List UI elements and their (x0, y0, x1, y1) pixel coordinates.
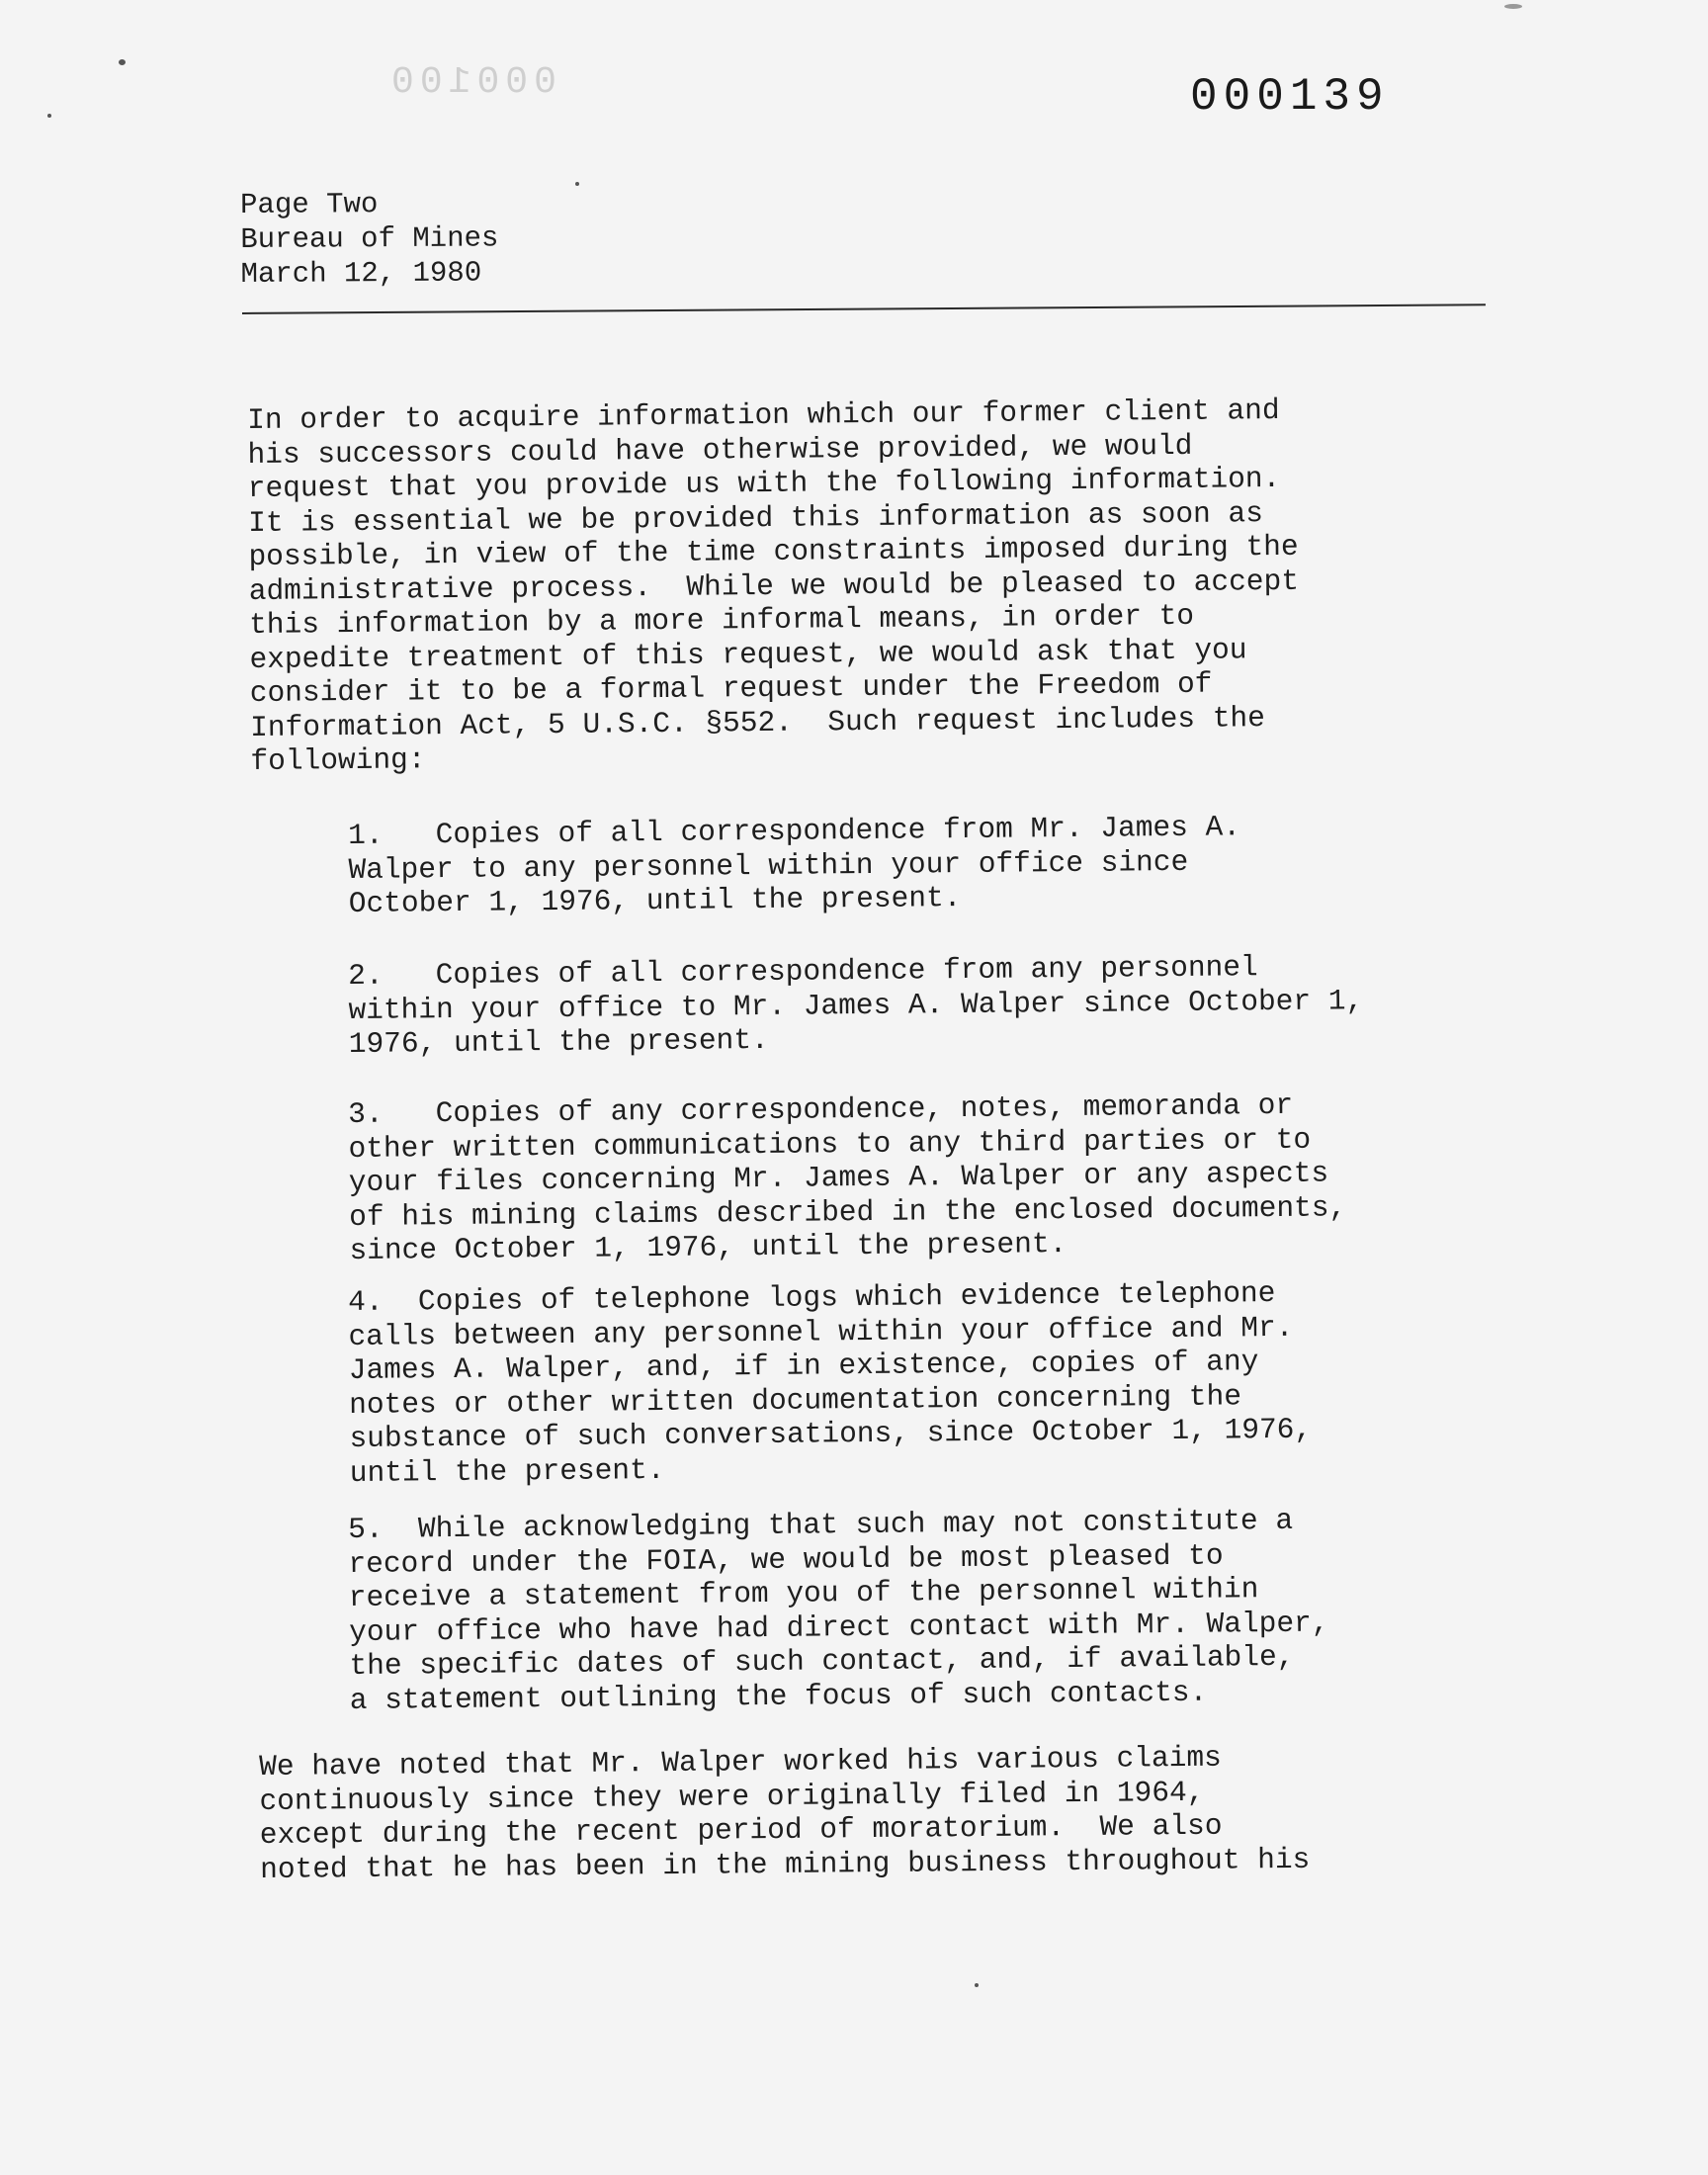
text-line: In order to acquire information which our former client and (247, 392, 1280, 437)
text-line: continuously since they were originally filed in 1964, (259, 1775, 1205, 1818)
request-item-2 (348, 947, 1634, 1062)
text-line: notes or other written documentation concerning the (348, 1378, 1242, 1422)
text-line: consider it to be a formal request under the Freedom of (249, 666, 1213, 710)
text-line: We have noted that Mr. Walper worked his various claims (259, 1740, 1222, 1784)
request-item-5 (348, 1501, 1635, 1717)
page-label: Page Two (240, 188, 379, 221)
request-item-3 (348, 1086, 1635, 1268)
scan-speck (1504, 4, 1522, 9)
text-line: possible, in view of the time constraints imposed during the (248, 529, 1299, 573)
text-line: within your office to Mr. James A. Walper since October 1, (348, 983, 1364, 1027)
scan-speck (119, 59, 126, 65)
addressee-line: Bureau of Mines (240, 221, 499, 256)
text-line: your office who have had direct contact with Mr. Walper, (348, 1605, 1329, 1649)
text-line: 1. Copies of all correspondence from Mr. James A. (348, 810, 1241, 852)
text-line: expedite treatment of this request, we would ask that you (249, 632, 1247, 676)
text-line: his successors could have otherwise provided, we would (247, 428, 1193, 472)
closing-paragraph (259, 1738, 1545, 1886)
text-line: 2. Copies of all correspondence from any personnel (348, 950, 1258, 993)
scan-speck (975, 1983, 979, 1987)
text-line: 4. Copies of telephone logs which evidence telephone (348, 1275, 1276, 1319)
faint-bates-number: 000100 (385, 61, 556, 104)
text-line: James A. Walper, and, if in existence, copies of any (348, 1345, 1259, 1387)
bates-number: 000139 (1190, 71, 1390, 123)
text-line: 5. While acknowledging that such may not constitute a (348, 1503, 1294, 1546)
text-line: following: (250, 742, 426, 778)
text-line: other written communications to any third parties or to (348, 1122, 1312, 1166)
text-line: calls between any personnel within your office and Mr. (348, 1310, 1294, 1353)
text-line: 3. Copies of any correspondence, notes, memoranda or (348, 1088, 1294, 1131)
request-item-1 (348, 807, 1634, 921)
text-line: October 1, 1976, until the present. (348, 881, 962, 920)
letter-header (240, 186, 499, 292)
request-item-4 (348, 1273, 1635, 1490)
text-line: Information Act, 5 U.S.C. §552. Such request includes the (249, 700, 1266, 744)
intro-paragraph (247, 392, 1536, 779)
text-line: It is essential we be provided this information as soon as (247, 495, 1264, 540)
date-line: March 12, 1980 (240, 256, 482, 291)
scan-speck (575, 182, 579, 186)
text-line: receive a statement from you of the personnel within (348, 1572, 1259, 1614)
text-line: of his mining claims described in the enclosed documents, (348, 1189, 1347, 1234)
text-line: since October 1, 1976, until the present. (349, 1227, 1068, 1267)
text-line: the specific dates of such contact, and, if available, (349, 1639, 1295, 1683)
text-line: this information by a more informal means, in order to (248, 598, 1195, 642)
header-divider (242, 304, 1486, 314)
text-line: request that you provide us with the following information. (247, 461, 1281, 505)
text-line: until the present. (349, 1452, 665, 1490)
text-line: Walper to any personnel within your office since (348, 844, 1189, 887)
text-line: 1976, until the present. (348, 1022, 769, 1061)
scan-speck (47, 114, 51, 118)
text-line: record under the FOIA, we would be most pleased to (348, 1538, 1224, 1581)
text-line: substance of such conversations, since October 1, 1976, (349, 1412, 1313, 1455)
text-line: your files concerning Mr. James A. Walper or any aspects (348, 1156, 1329, 1199)
text-line: a statement outlining the focus of such contacts. (349, 1675, 1208, 1717)
text-line: except during the recent period of moratorium. We also (259, 1808, 1223, 1852)
text-line: noted that he has been in the mining business throughout his (259, 1842, 1311, 1886)
text-line: administrative process. While we would be pleased to accept (248, 564, 1300, 608)
